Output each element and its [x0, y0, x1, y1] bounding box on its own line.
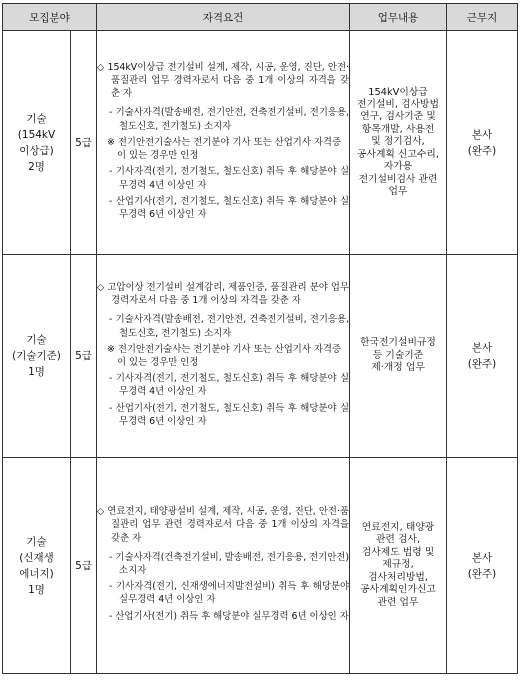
requirement-note: ※ 전기안전기술사는 전기분야 기사 또는 산업기사 자격증이 있는 경우만 인정	[107, 136, 342, 162]
table-row	[3, 31, 518, 255]
requirements-cell	[97, 31, 350, 255]
requirement-item: - 산업기사(전기, 전기철도, 철도신호) 취득 후 해당분야 실무경력 6년 이상인 자	[109, 195, 350, 220]
requirements-cell	[97, 255, 350, 458]
grade-cell: 5급	[71, 458, 97, 674]
requirement-intro: ◇ 연료전지, 태양광설비 설계, 제작, 시공, 운영, 진단, 안전·품질관리 업무 관련 경력자로서 다음 중 1개 이상의 자격을 갖춘 자	[97, 506, 350, 544]
header-requirements: 자격요건	[97, 4, 350, 31]
requirement-intro: ◇ 고압이상 전기설비 설계감리, 제품인증, 품질관리 분야 업무 경력자로서 다음 중 1개 이상의 자격을 갖춘 자	[97, 281, 350, 307]
header-row	[3, 4, 518, 31]
header-field: 모집분야	[3, 4, 97, 31]
requirements-cell	[97, 458, 350, 674]
requirement-item: - 산업기사(전기) 취득 후 해당분야 실무경력 6년 이상인 자	[109, 610, 349, 622]
grade-cell: 5급	[71, 255, 97, 458]
location-cell: 본사 (완주)	[447, 255, 518, 458]
requirement-intro: ◇ 154kV이상급 전기설비 설계, 제작, 시공, 운영, 진단, 안전·품질관리 업무 경력자로서 다음 중 1개 이상의 자격을 갖춘 자	[97, 61, 350, 100]
duty-cell: 연료전지, 태양광 관련 검사, 검사제도 법령 및 제규정, 검사처리방법, 공사계획인가신고 관련 업무	[350, 458, 447, 674]
requirement-item: - 기사자격(전기, 전기철도, 철도신호) 취득 후 해당분야 실무경력 4년 이상인 자	[109, 373, 350, 398]
requirement-note: ※ 전기안전기술사는 전기분야 기사 또는 산업기사 자격증이 있는 경우만 인정	[107, 343, 342, 368]
field-cell: 기술 (기술기준) 1명	[3, 255, 71, 458]
field-cell: 기술 (154kV 이상급) 2명	[3, 31, 71, 255]
requirement-item: - 산업기사(전기, 전기철도, 철도신호) 취득 후 해당분야 실무경력 6년 이상인 자	[109, 402, 350, 427]
requirement-item: - 기술사자격(발송배전, 전기안전, 건축전기설비, 전기응용, 철도신호, 전기철도) 소지자	[109, 107, 350, 132]
requirement-item: - 기사자격(전기, 신재생에너지발전설비) 취득 후 해당분야 실무경력 4년 이상인 자	[109, 581, 350, 606]
location-cell: 본사 (완주)	[447, 31, 518, 255]
table-row	[3, 255, 518, 458]
duty-cell: 154kV이상급 전기설비, 검사방법 연구, 검사기준 및 항목개발, 사용전 및 정기검사, 공사계획 신고수리, 자가용 전기설비검사 관련 업무	[350, 31, 447, 255]
location-cell: 본사 (완주)	[447, 458, 518, 674]
requirement-item: - 기술사자격(건축전기설비, 발송배전, 전기응용, 전기안전) 소지자	[109, 551, 350, 576]
duty-cell: 한국전기설비규정 등 기술기준 제·개정 업무	[350, 255, 447, 458]
field-cell: 기술 (신재생 에너지) 1명	[3, 458, 71, 674]
grade-cell: 5급	[71, 31, 97, 255]
requirement-item: - 기사자격(전기, 전기철도, 철도신호) 취득 후 해당분야 실무경력 4년 이상인 자	[109, 166, 350, 191]
header-location: 근무지	[447, 4, 518, 31]
requirement-item: - 기술사자격(발송배전, 전기안전, 건축전기설비, 전기응용, 철도신호, 전기철도) 소지자	[109, 314, 350, 339]
header-duties: 업무내용	[350, 4, 447, 31]
table-row	[3, 458, 518, 674]
recruitment-table	[2, 3, 518, 674]
